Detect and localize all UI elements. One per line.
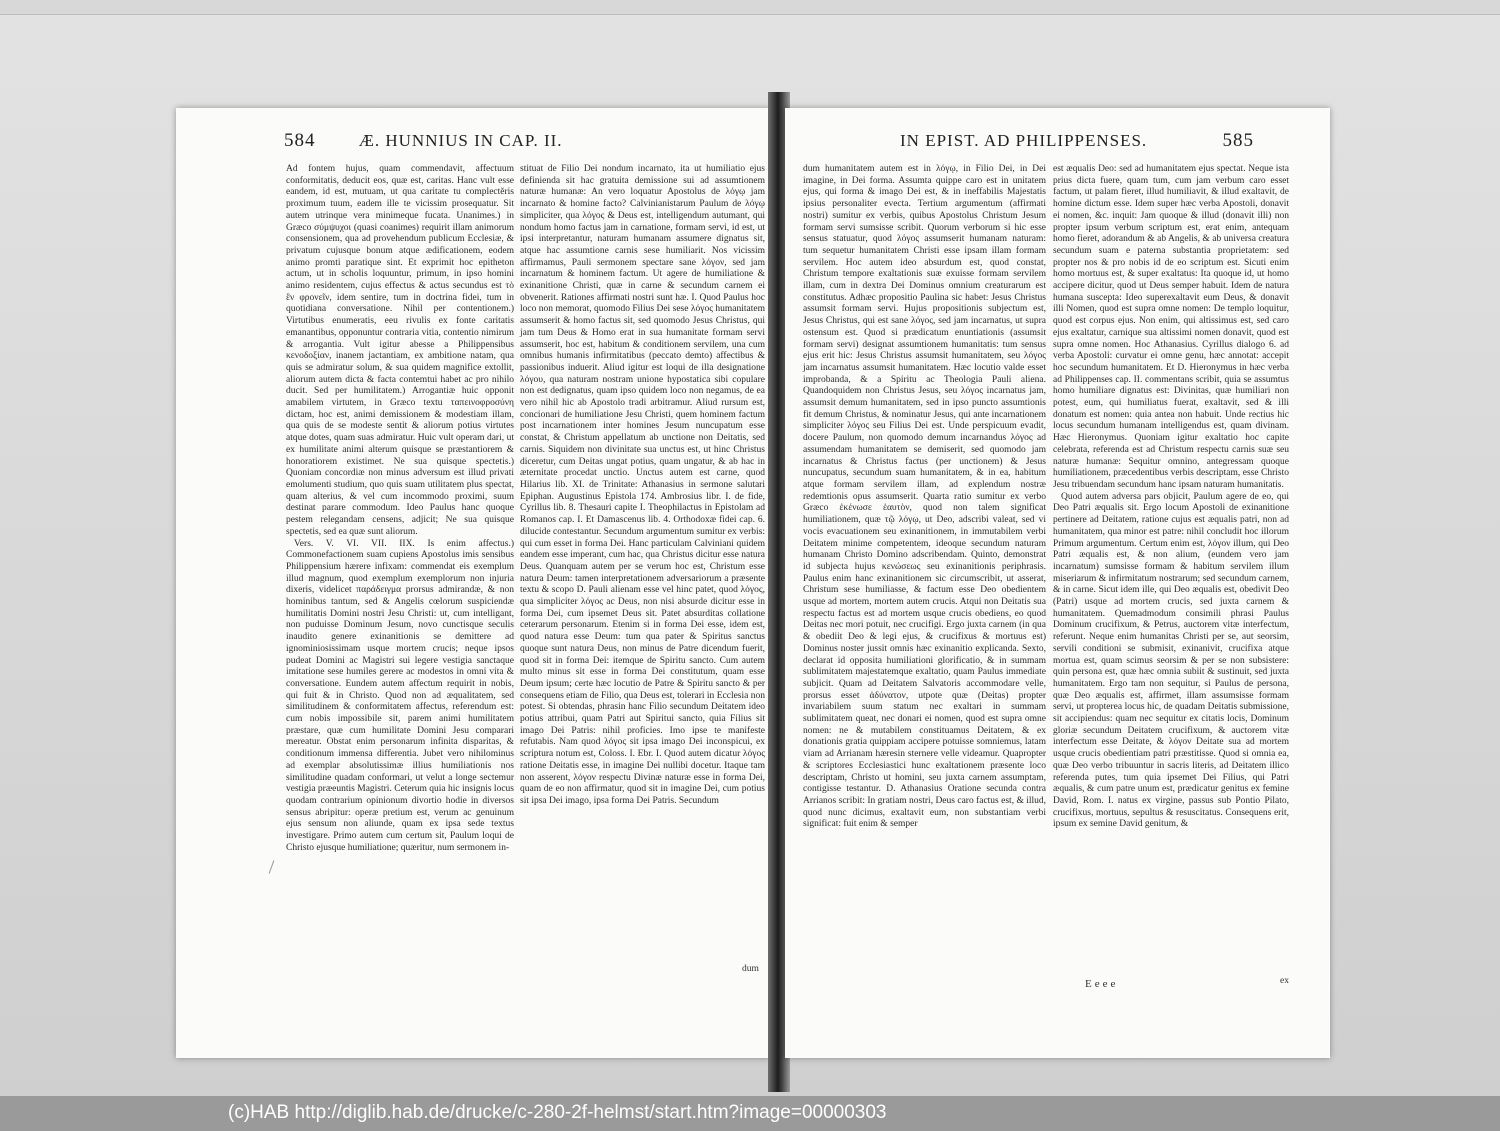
paragraph: Quod autem adversa pars objicit, Paulum agere de eo, qui Deo Patri æqualis sit. Ergo locum Apostoli de exinanitione pertinere ad Deitatem, ratione cujus est æqualis patri, non ad humanitatem, qua minor est patre: nihil concludit hoc illorum Primum argumentum. Certum enim est, λόγον illum, qui Deo Patri æqualis est, & non alium, (eundem vero jam incarnatum) sumsisse formam & habitum servilem illum miseriarum & infirmitatum nostrarum; sed secundum carnem, & in carne. Sicut idem ille, qui Deo æqualis est, obedivit Deo (Patri) usque ad mortem crucis, sed juxta carnem & humanitatem. Quemadmodum consimili phrasi Paulus Dominum crucifixum, & Petrus, auctorem vitæ interfectum, referunt. Neque enim humanitas Christi per se, aut seorsim, servili conditioni se submisit, exinanivit, crucifixa atque mortua est, quam scimus seorsim & per se non subsistere: quin persona est, quæ hæc omnia subiit & sustinuit, sed juxta humanitatem. Ergo tam non sequitur, si Paulus de persona, quæ Deo æqualis est, affirmet, illam assumsisse formam servi, ut propterea locus hic, de quadam Deitatis submissione, sit accipiendus: quam nec sequitur ex citatis locis, Dominum gloriæ secundum Deitatem crucifixum, & auctorem vitæ interfectum esse Deitate, & λόγον Deitate sua ad mortem usque crucis obedientiam patri præstitisse. Quod si omnia ea, quæ Deo verbo tribuuntur in sacris literis, ad Deitatem illico referenda putes, tum quia ipsemet Dei Filius, qui Patri æqualis, & cum patre unum est, prædicatur genitus ex femine David, Rom. I. natus ex virgine, passus sub Pontio Pilato, crucifixus, mortuus, sepultus & resuscitatus. Consequens erit, ipsum ex semine David genitum, & (1053, 491, 1289, 830)
left-catchword: dum (742, 964, 759, 974)
right-catchword: ex (1280, 976, 1289, 986)
right-running-title: IN EPIST. AD PHILIPPENSES. (900, 131, 1148, 150)
left-running-title: Æ. HUNNIUS IN CAP. II. (358, 131, 563, 150)
right-page-number: 585 (1222, 130, 1254, 151)
paragraph: stituat de Filio Dei nondum incarnato, ita ut humiliatio ejus definienda sit hac gratuita demissione sui ad assumtionem naturæ humanæ: An vero loquatur Apostolus de λόγῳ jam incarnato & homine facto? Calvinianistarum Paulum de λόγῳ simpliciter, qua λόγος & Deus est, intelligendum autumant, qui nondum homo factus jam in carnatione, formam servi, id est, ut ipsi interpretantur, naturam humanam assumere dignatus sit, atque hac assumtione carnis sese humiliarit. Nos vicissim affirmamus, Pauli sermonem spectare sane λόγον, sed jam incarnatum & hominem factum. Ut agere de humiliatione & exinanitione Christi, quæ in carne & secundum carnem ei obvenerit. Rationes affirmati nostri sunt hæ. I. Quod Paulus hoc loco non memorat, quomodo Filius Dei sese λόγος humanitatem assumserit & homo factus sit, sed quomodo Jesus Christus, qui jam tum Deus & Homo erat in sua humanitate formam servi assumserit, hoc est, habitum & conditionem servilem, una cum omnibus humanis infirmitatibus (peccato demto) affectibus & passionibus induerit. Aliud igitur est loqui de illa designatione λόγου, qua naturam nostram unione hypostatica sibi copulare non est dedignatus, quam ipso quidem loco non negamus, de ea vero nihil hic ab Apostolo tradi arbitramur. Aliud rursum est, concionari de humiliatione Jesu Christi, quem hominem factum post incarnationem inter homines Jesum nuncupatum esse constat, & Christum appellatum ab unctione non Deitatis, sed carnis. Siquidem non divinitate sua unctus est, ut hinc Christus diceretur, cum Deitas ungat potius, quam ungatur, & ab hac in æternitate procedat unctio. Unctus autem est carne, quod Hilarius lib. XI. de Trinitate: Athanasius in sermone salutari Epiphan. Augustinus Epistola 174. Ambrosius libr. I. de fide, Cyrillus lib. 8. Thesauri capite I. Theophilactus in Epistolam ad Romanos cap. I. Et Damascenus lib. 4. Orthodoxæ fidei cap. 6. dilucide contestantur. Secundum argumentum sumitur ex verbis: qui cum esset in forma Dei. Hanc particulam Calviniani quidem eandem esse imperant, cum hac, qua Christus dicitur esse natura Deus. Quanquam autem per se verum hoc est, Christum esse natura Deum: tamen interpretationem adversariorum a præsente textu & scopo D. Pauli alienam esse vel hinc patet, quod λόγος, qua simpliciter λόγος ac Deus, non nisi absurde dicitur esse in forma Dei, cum ipsemet Deus sit. Patet absurditas collatione ceterarum personarum. Etenim si in forma Dei esse, idem est, quod natura esse Deum: tum qua pater & Spiritus sanctus quoque sunt natura Deus, non minus de Patre dicendum fuerit, quod sit in forma Dei: itemque de Spiritu sancto. Cum autem multo minus sit esse in forma Dei constitutum, quam esse Deum ipsum; certe hæc locutio de Patre & Spiritu sancto & per consequens etiam de Filio, qua Deus est, tolerari in Ecclesia non potest. Si obtendas, phrasin hanc Filio secundum Deitatem ideo potius attribui, quam Patri aut Spiritui sancto, quia Filius sit imago Dei Patris: nihil proficies. Imo ipse te manifeste refutabis. Nam quod λόγος sit ipsa imago Dei inconspicui, ex scriptura notum est, Coloss. I. Ebr. I. Quod autem dicatur λόγος ratione Deitatis esse, in imagine Dei nullibi docetur. Itaque tam non asserent, λόγον respectu Divinæ naturæ esse in forma Dei, quam de eo non affirmatur, quod sit in imagine Dei, cum potius sit ipsa Dei imago, ipsa forma Dei Patris. Secundum (520, 164, 765, 806)
paragraph: Ad fontem hujus, quam commendavit, affectuum conformitatis, deducit eos, quæ est, caritas. Hanc vult esse eandem, id est, mutuam, ut qua caritate tu complectĕris proximum tuum, eadem ille te vicissim prosequatur. Sit autem utrinque vera minimeque fucata. Unanimes.) in Græco σύμψυχοι (quasi coanimes) requirit illam animorum consensionem, qua ad provehendum publicum Ecclesiæ, & privatum cujusque bonum atque ædificationem, eodem animo promti paratique sint. Et exprimit hoc epitheton actum, ut in scholis loquuntur, primum, in ipso homini animo residentem, cujus effectus & actus secundus est τὸ ἓν φρονεῖν, idem sentire, tum in doctrina fidei, tum in quotidiana conversatione. Nihil per contentionem.) Virtutibus enumeratis, eeu rivulis ex fonte caritatis emanantibus, opponuntur contraria vitia, contentio nimirum & arrogantia. Vult igitur abesse a Philippensibus κενοδοξίαν, inanem jactantiam, ex ambitione natam, qua quis se admiratur solum, & sua quidem magnifice extollit, aliorum autem dicta & facta contemtui habet ac pro nihilo ducit. Sed per humilitatem.) Arrogantiæ huic opponit amabilem virtutem, in Græco textu ταπεινοφροσύνη dictam, hoc est, animi demissionem & modestiam illam, qua quis de se modeste sentit & aliorum potius virtutes atque dotes, quam suas admiratur. Huic vult operam dari, ut ex humilitate animi alterum quisque se præstantiorem & honoratiorem existimet. Ne sua quisque spectetis.) Quoniam concordiæ non minus adversum est illud privati emolumenti studium, quo quis suam utilitatem plus spectat, quam alterius, & vel cum incommodo proximi, suum destinat parare commodum. Ideo Paulus hanc quoque pestem relegandam censens, adjicit; Ne sua quisque spectetis, sed ea quæ sunt aliorum. (286, 164, 514, 537)
left-page (176, 108, 771, 1058)
footer-url[interactable]: (c)HAB http://diglib.hab.de/drucke/c-280-2f-helmst/start.htm?image=00000303 (228, 1102, 887, 1123)
right-column-2 (1053, 164, 1289, 831)
left-page-number: 584 (284, 130, 316, 151)
copyright-footer (0, 1096, 1500, 1131)
paragraph: Vers. V. VI. VII. IIX. Is enim affectus.) Commonefactionem suam cupiens Apostolus imis sensibus Philippensium hærere infixam: commendat eis exemplum illud magnum, quod exemplum exemplorum non injuria dixeris, videlicet παράδειγμα prorsus admirandæ, & non hominibus tantum, sed & Angelis cœlorum suspiciendæ humilitatis Domini nostri Jesu Christi: ut, cum intelligant, non puduisse Dominum Jesum, novo cunctisque seculis inaudito genere exinanitionis se demittere ad ignominiosissimam usque mortem crucis; neque ipsos pudeat Domini ac Magistri sui legere vestigia sanctaque imitatione sese humiles gerere ac modestos in omni vita & conversatione. Eundem autem affectum requirit in nobis, qui fuit & in Christo. Quod non ad æqualitatem, sed similitudinem & conformitatem affectus, referendum est: cum nobis impossibile sit, parem animi humilitatem præstare, quæ cum humilitate Domini Jesu comparari mereatur. Obstat enim personarum infinita disparitas, & conditionum immensa differentia. Jubet vero nihilominus ad exemplar absolutissimæ illius humiliationis nos similitudine quadam conformari, ut velut a longe sectemur vestigia præeuntis Magistri. Ceterum quia hic insignis locus quodam contrarium opinionum divortio hodie in diversos sensus abripitur: operæ pretium est, verum ac genuinum ejus sensum non aliunde, quam ex ipsa sede textus investigare. Primo autem cum certum sit, Paulum loqui de Christo ejusque humiliatione; quæritur, num sermonem in- (286, 538, 514, 853)
paragraph: est æqualis Deo: sed ad humanitatem ejus spectat. Neque ista prius dicta fuere, quam tum, cum jam verbum caro esset factum, ut palam fieret, illud humiliavit, & illud exaltavit, de homine dictum esse. Idem super hæc verba Apostoli, donavit ei nomen, &c. inquit: Jam quoque & illud (donavit illi) non propter ipsum verbum scriptum est, erat enim, antequam homo fieret, adorandum & ab Angelis, & ab universa creatura secundum suam e paterna substantia proprietatem: sed propter nos & pro nobis id de eo scriptum est. Sicuti enim homo mortuus est, & super exaltatus: Ita quoque id, ut homo accipere dicitur, quod ut Deus semper habuit. Idem de natura humana suscepta: Ideo superexaltavit eum Deus, & donavit illi Nomen, quod est supra omne nomen: De templo loquitur, quod est corpus ejus. Non enim, qui altissimus est, sed caro ejus exaltatur, carnique sua altissimi nomen donavit, quod est supra omne nomen. Hoc Athanasius. Cyrillus dialogo 6. ad verba Apostoli: curvatur ei omne genu, hæc annotat: accepit hoc secundum humanitatem. Et D. Hieronymus in hæc verba ad Philippenses cap. II. commentans scribit, quia se assumtus homo humiliare dignatus est: Divinitas, quæ humiliari non potest, eum, qui humiliatus fuerat, exaltavit, sed & illi donatum est nomen: quia antea non habuit. Unde rectius hic locus secundum humanam intelligendus est, quam divinam. Hæc Hieronymus. Quoniam igitur exaltatio hoc capite celebrata, referenda est ad Christum respectu carnis suæ seu naturæ humanæ: Sequitur omnino, antegressam quoque humiliationem, præcedentibus verbis descriptam, esse Christo Jesu tribuendam secundum hanc ipsam naturam humanitatis. (1053, 164, 1289, 490)
right-running-head (900, 130, 1254, 152)
paragraph: dum humanitatem autem est in λόγῳ, in Filio Dei, in Dei imagine, in Dei forma. Assumta quippe caro est in unitatem ejus, qui forma & imago Dei est, & in ineffabilis Majestatis ipsius personaliter evecta. Tertium argumentum (affirmati nostri) sumitur ex verbis, quibus Apostolus Christum Jesum formam servi sumsisse scribit. Quorum verborum si hic esse sensus statuatur, quod λόγος assumserit humanam naturam: tum sequetur humanitatem Christi esse ipsam illam formam servilem. Hoc autem ideo absurdum est, quod constat, Christum tempore exaltationis suæ exuisse formam servilem illam, cum in dextra Dei Dominus omnium creaturarum est constitutus. Adhæc propositio Paulina sic habet: Jesus Christus assumsit formam servi. Hujus propositionis subjectum est, Jesus Christus, qui est sane λόγος, sed jam incarnatus, ut supra ostensum est. Quod si prædicatum enuntiationis (assumsit formam servi) designat assumtionem humanitatis: tum sensus ejus erit hic: Jesus Christus assumsit humanitatem, seu λόγος jam incarnatus assumsit humanitatem. Hæc locutio valde esset improbanda, & a Spiritu ac Theologia Pauli aliena. Quandoquidem non Christus Jesus, seu λόγος incarnatus jam, assumsit demum humanitatem, sed in ipso puncto assumtionis fit demum Christus, & nominatur Jesus, qui ante incarnationem simpliciter λόγος seu Filius Dei est. Unde perspicuum evadit, docere Paulum, non quomodo demum incarnandus λόγος ad assumendam humanitatem se demiserit, sed quomodo jam incarnatus & Christus factus (per unctionem) & Jesus nuncupatus, secundum suam humanitatem, & in ea, habitum atque formam servilem illam, ad explendum nostræ redemtionis opus assumserit. Quarta ratio sumitur ex verbo Græco ἐκένωσε ἑαυτὸν, quod non talem significat humiliationem, quæ τῷ λόγῳ, ut Deo, adscribi valeat, sed vi vocis evacuationem seu exinanitionem, in immutabilem verbi Deitatem minime competentem, ideoque secundum naturam humanam Christo Domino adscribendam. Quinto, demonstrat id subjecta hujus κενώσεως seu exinanitionis periphrasis. Paulus enim hanc exinanitionem sic circumscribit, ut asserat, Christum sese humiliasse, & factum esse Deo obedientem usque ad mortem, mortem autem crucis. Atqui non Deitatis sua respectu factus est ad mortem usque crucis obediens, eo quod Deitas nec mori potuit, nec crucifigi. Ergo juxta carnem (in qua & obediit Deo & legi ejus, & crucifixus & mortuus est) Dominus noster jussit omnis hæc exinanitio explicanda. Sexto, declarat id opposita humiliationi glorificatio, & in summam sublimitatem majestatemque exaltatio, quam Paulus immediate subjicit. Quam ad Deitatem Salvatoris accommodare velle, prorsus esset ἀδύνατον, utpote quæ (Deitas) propter invariabilem suum statum nec exaltari in summam sublimitatem queat, nec donari ei nomen, quod est supra omne nomen: ne & mutabilem constituamus Deitatem, & ex donationis gratia quippiam accipere potuisse somniemus, latam viam ad Arrianam hæresin sternere velle videamur. Quapropter & scriptores Ecclesiastici hunc exaltationem præsente loco descriptam, Christo ut homini, seu juxta carnem assumptam, contigisse testantur. D. Athanasius Oratione secunda contra Arrianos scribit: In gratiam nostri, Deus caro factus est, & illud, quod nunc dicimus, exaltavit eum, non substantiam verbi significat: fuit enim & semper (803, 164, 1046, 830)
signature-mark: Eeee (1085, 978, 1119, 990)
left-column-2 (520, 164, 765, 808)
right-page (785, 108, 1330, 1058)
right-column-1 (803, 164, 1046, 831)
left-column-1 (286, 164, 514, 854)
previous-page-edge (0, 0, 1500, 15)
left-running-head (284, 130, 563, 152)
